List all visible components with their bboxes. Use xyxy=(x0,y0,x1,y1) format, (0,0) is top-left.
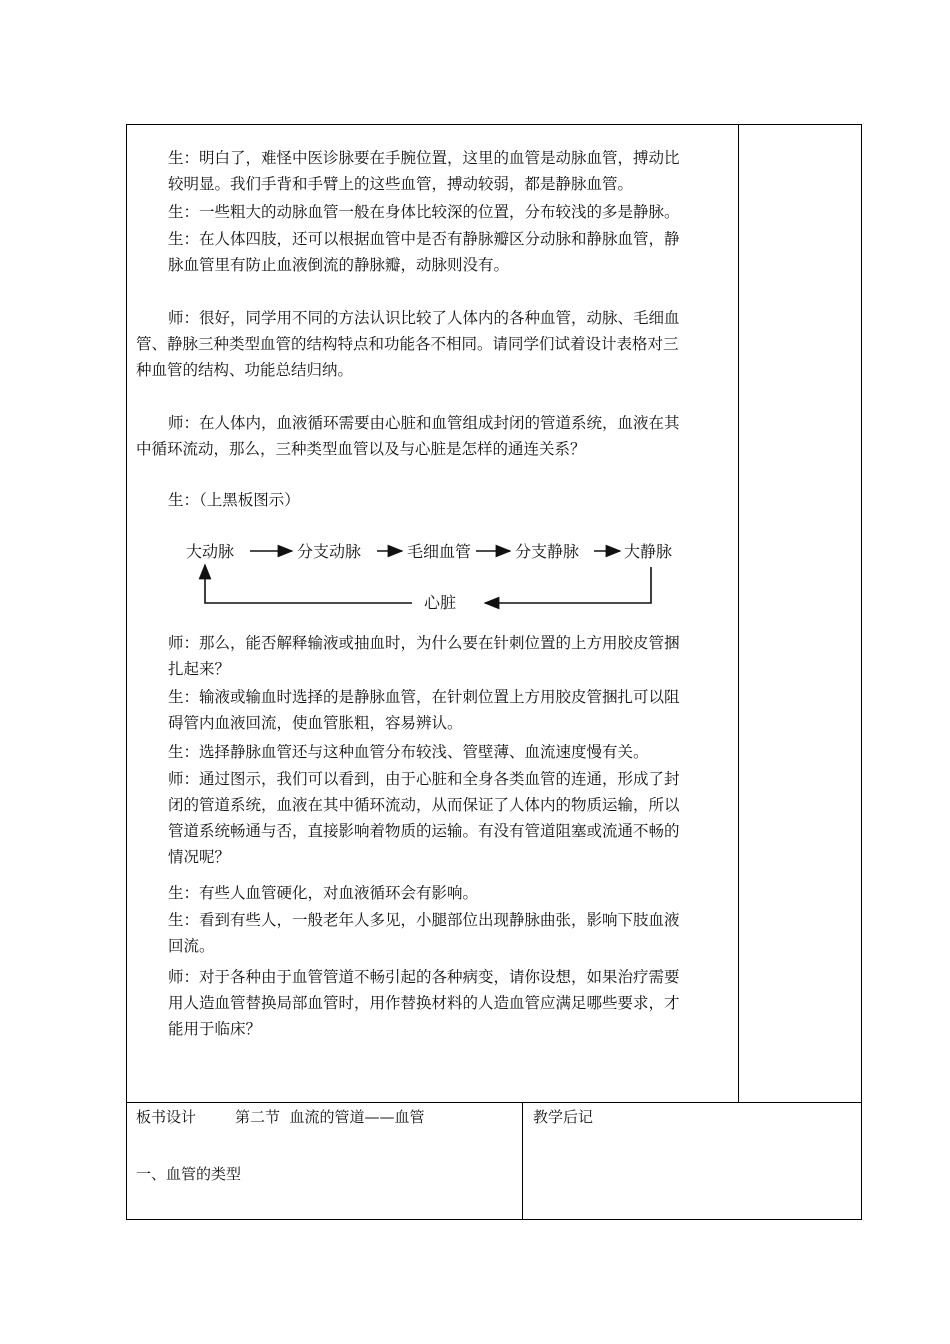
paragraph-9 xyxy=(168,739,724,765)
paragraph-4 xyxy=(136,305,728,383)
paragraph-1 xyxy=(168,145,724,197)
paragraph-12 xyxy=(168,907,724,959)
p12-rest: 回流。 xyxy=(168,937,215,955)
p4-line3: 种血管的结构、功能总结归纳。 xyxy=(136,361,354,379)
node-heart: 心脏 xyxy=(424,593,457,612)
table-row-divider xyxy=(126,1102,862,1103)
p8-rest: 碍管内血液回流，使血管胀粗，容易辨认。 xyxy=(168,714,463,732)
paragraph-6 xyxy=(168,487,724,513)
paragraph-5 xyxy=(136,410,728,462)
node-large-vein: 大静脉 xyxy=(624,542,673,561)
p12-first: 生：看到有些人，一般老年人多见，小腿部位出现静脉曲张，影响下肢血液 xyxy=(168,911,680,929)
p7-rest: 扎起来？ xyxy=(168,660,231,678)
circulation-diagram xyxy=(180,535,700,615)
paragraph-2 xyxy=(168,199,724,225)
node-branch-vein: 分支静脉 xyxy=(515,542,580,561)
p8-first: 生：输液或输血时选择的是静脉血管，在针刺位置上方用胶皮管捆扎可以阻 xyxy=(168,688,680,706)
p4-line1: 师：很好，同学用不同的方法认识比较了人体内的各种血管，动脉、毛细血 xyxy=(168,309,680,327)
board-title: 第二节 血流的管道——血管 xyxy=(235,1108,425,1126)
board-item-1: 一、血管的类型 xyxy=(136,1165,242,1183)
paragraph-8 xyxy=(168,684,724,736)
p4-line2: 管、静脉三种类型血管的结构特点和功能各不相同。请同学们试着设计表格对三 xyxy=(136,335,679,353)
p1-rest: 较明显。我们手背和手臂上的这些血管，搏动较弱，都是静脉血管。 xyxy=(168,175,634,193)
p5-line1: 师：在人体内，血液循环需要由心脏和血管组成封闭的管道系统，血液在其 xyxy=(168,414,680,432)
node-capillary: 毛细血管 xyxy=(407,542,472,561)
board-label: 板书设计 xyxy=(136,1108,197,1126)
p10-first: 师：通过图示，我们可以看到，由于心脏和全身各类血管的连通，形成了封 xyxy=(168,770,680,788)
paragraph-13 xyxy=(168,964,724,1042)
paragraph-7 xyxy=(168,630,724,682)
table-right-divider xyxy=(738,124,739,1103)
postscript-label: 教学后记 xyxy=(533,1108,594,1126)
p7-first: 师：那么，能否解释输液或抽血时，为什么要在针刺位置的上方用胶皮管捆 xyxy=(168,634,680,652)
paragraph-11 xyxy=(168,880,724,906)
paragraph-3 xyxy=(168,226,724,278)
p13-rest: 用人造血管替换局部血管时，用作替换材料的人造血管应满足哪些要求，才 能用于临床？ xyxy=(168,994,680,1038)
p11-first: 生：有些人血管硬化，对血液循环会有影响。 xyxy=(168,884,479,902)
node-large-artery: 大动脉 xyxy=(186,542,235,561)
arrow-heart-to-artery xyxy=(205,565,412,603)
paragraph-10 xyxy=(168,766,724,870)
arrow-vein-to-heart xyxy=(485,567,651,603)
p9-first: 生：选择静脉血管还与这种血管分布较浅、管壁薄、血流速度慢有关。 xyxy=(168,743,649,761)
p1-first: 生：明白了，难怪中医诊脉要在手腕位置，这里的血管是动脉血管，搏动比 xyxy=(168,149,680,167)
p3-first: 生：在人体四肢，还可以根据血管中是否有静脉瓣区分动脉和静脉血管，静 xyxy=(168,230,680,248)
node-branch-artery: 分支动脉 xyxy=(297,542,362,561)
board-divider xyxy=(522,1102,523,1220)
p2-first: 生：一些粗大的动脉血管一般在身体比较深的位置，分布较浅的多是静脉。 xyxy=(168,203,680,221)
p10-rest: 闭的管道系统，血液在其中循环流动，从而保证了人体内的物质运输，所以 管道系统畅通与否，直接影响着物质的运输。有没有管道阻塞或流通不畅的 情况呢？ xyxy=(168,796,680,866)
p5-line2: 中循环流动，那么，三种类型血管以及与心脏是怎样的通连关系？ xyxy=(136,440,586,458)
p3-rest: 脉血管里有防止血液倒流的静脉瓣，动脉则没有。 xyxy=(168,256,510,274)
p13-first: 师：对于各种由于血管管道不畅引起的各种病变，请你设想，如果治疗需要 xyxy=(168,968,680,986)
p6-first: 生：（上黑板图示） xyxy=(168,491,300,509)
